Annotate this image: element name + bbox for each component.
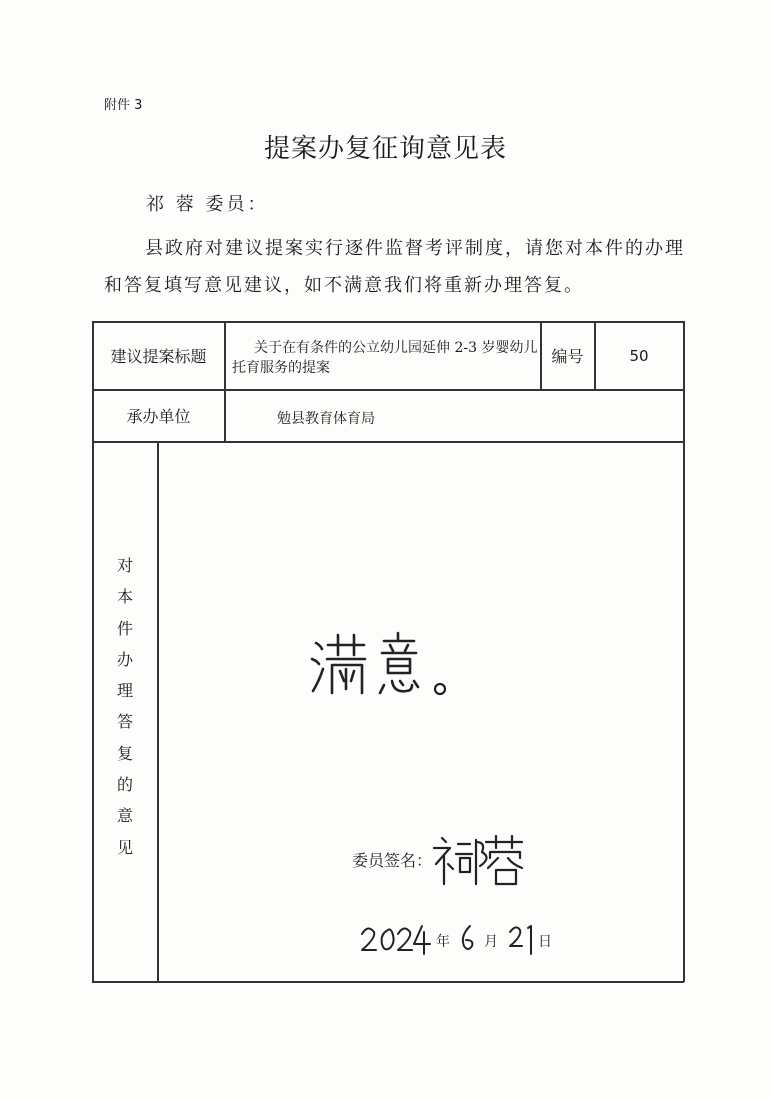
- signature-date: [360, 918, 560, 958]
- proposal-title-value: 关于在有条件的公立幼儿园延伸 2-3 岁婴幼儿托育服务的提案: [232, 340, 538, 376]
- handwritten-opinion: [308, 625, 468, 705]
- svg-text:年: 年: [436, 934, 450, 950]
- number-value: 50: [629, 346, 649, 365]
- opinion-label: 对 本 件 办 理 答 复 的 意 见: [116, 556, 133, 857]
- handwritten-signature: [430, 830, 530, 890]
- proposal-title-label: 建议提案标题: [110, 347, 207, 366]
- unit-value: 勉县教育体育局: [277, 411, 375, 427]
- svg-text:日: 日: [538, 934, 552, 950]
- attachment-label: 附件 3: [104, 98, 143, 113]
- number-label: 编号: [551, 347, 584, 366]
- letter-body: 县政府对建议提案实行逐件监督考评制度，请您对本件的办理和答复填写意见建议，如不满意我们将重新办理答复。: [104, 238, 685, 296]
- salutation: 祁 蓉 委员：: [146, 194, 269, 215]
- page-title: 提案办复征询意见表: [263, 134, 507, 164]
- svg-text:月: 月: [484, 934, 498, 950]
- signature-label: 委员签名：: [352, 851, 433, 870]
- unit-label: 承办单位: [126, 407, 191, 426]
